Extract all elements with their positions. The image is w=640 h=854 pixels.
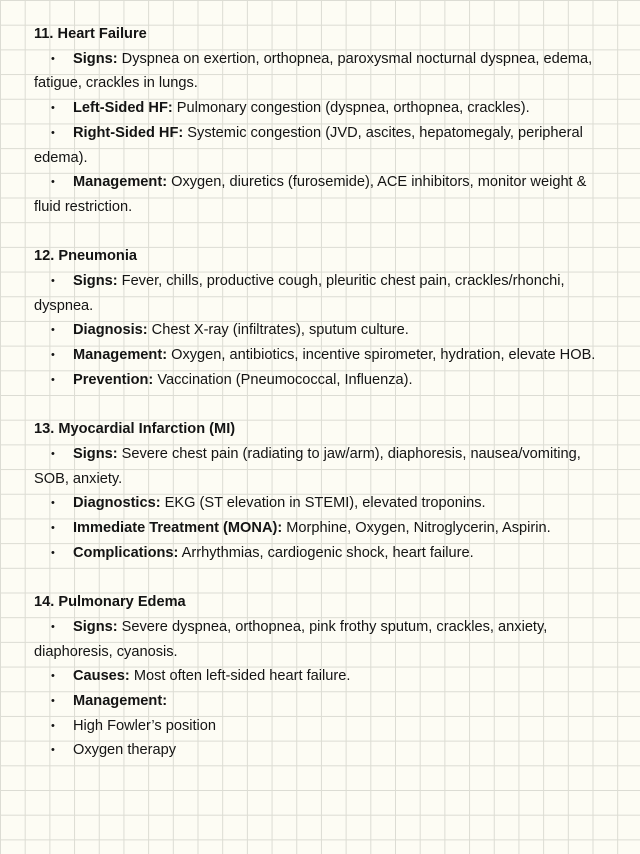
bullet-icon: • (51, 52, 55, 65)
bullet-list (34, 442, 612, 566)
item-label: Complications: (73, 544, 179, 561)
item-text: Severe chest pain (radiating to jaw/arm), diaphoresis, nausea/vomiting, SOB, anxiety. (34, 445, 581, 487)
section-title: 14. Pulmonary Edema (34, 594, 186, 611)
list-item (34, 318, 612, 343)
bullet-icon: • (51, 522, 55, 535)
list-item (34, 738, 612, 763)
bullet-icon: • (51, 546, 55, 559)
bullet-icon: • (51, 744, 55, 757)
list-item (34, 541, 612, 566)
item-text: Systemic congestion (JVD, ascites, hepatomegaly, peripheral edema). (34, 124, 583, 166)
list-item (34, 714, 612, 739)
item-label: Management: (73, 174, 168, 191)
item-label: Diagnosis: (73, 322, 148, 339)
list-item (34, 368, 612, 393)
bullet-icon: • (51, 324, 55, 337)
item-label: Causes: (73, 668, 130, 685)
item-label: Signs: (73, 50, 118, 67)
bullet-icon: • (51, 126, 55, 139)
item-label: Prevention: (73, 371, 154, 388)
item-text: High Fowler’s position (73, 717, 217, 734)
item-label: Signs: (73, 445, 118, 462)
item-label: Signs: (73, 273, 118, 290)
list-item (34, 689, 612, 714)
item-text: Vaccination (Pneumococcal, Influenza). (153, 371, 413, 388)
item-text: Severe dyspnea, orthopnea, pink frothy sputum, crackles, anxiety, diaphoresis, cyanosis. (34, 618, 548, 660)
list-item (34, 121, 612, 170)
list-item (34, 96, 612, 121)
item-text: Arrhythmias, cardiogenic shock, heart failure. (178, 544, 474, 561)
section-myocardial-infarction (34, 417, 612, 565)
item-text: Oxygen, diuretics (furosemide), ACE inhibitors, monitor weight & fluid restriction. (34, 174, 587, 215)
list-item (34, 442, 612, 491)
item-text: Pulmonary congestion (dyspnea, orthopnea, crackles). (172, 100, 530, 117)
bullet-icon: • (51, 373, 55, 386)
bullet-list (34, 615, 612, 763)
list-item (34, 491, 612, 516)
bullet-icon: • (51, 275, 55, 288)
item-text: Chest X-ray (infiltrates), sputum culture. (147, 322, 409, 339)
list-item (34, 47, 612, 96)
list-item (34, 269, 612, 318)
item-text: Oxygen therapy (73, 742, 177, 759)
section-pneumonia (34, 244, 612, 392)
section-pulmonary-edema (34, 590, 612, 763)
list-item (34, 170, 612, 219)
item-label: Management: (73, 692, 168, 709)
item-text: Dyspnea on exertion, orthopnea, paroxysmal nocturnal dyspnea, edema, fatigue, crackles in lungs. (34, 50, 593, 92)
bullet-list (34, 47, 612, 220)
bullet-icon: • (51, 102, 55, 115)
item-text: Oxygen, antibiotics, incentive spirometer, hydration, elevate HOB. (167, 347, 596, 364)
bullet-icon: • (51, 497, 55, 510)
item-text: Fever, chills, productive cough, pleuritic chest pain, crackles/rhonchi, dyspnea. (34, 273, 565, 314)
item-label: Immediate Treatment (MONA): (73, 520, 283, 537)
section-title: 11. Heart Failure (34, 26, 147, 42)
item-label: Diagnostics: (73, 495, 161, 512)
section-heart-failure (34, 22, 612, 220)
list-item (34, 516, 612, 541)
section-title: 13. Myocardial Infarction (MI) (34, 421, 236, 438)
bullet-list (34, 269, 612, 393)
item-label: Management: (73, 347, 168, 364)
bullet-icon: • (51, 620, 55, 633)
bullet-icon: • (51, 176, 55, 189)
bullet-icon: • (51, 349, 55, 362)
item-text: Morphine, Oxygen, Nitroglycerin, Aspirin. (282, 520, 551, 537)
bullet-icon: • (51, 719, 55, 732)
section-title: 12. Pneumonia (34, 248, 137, 265)
list-item (34, 615, 612, 664)
bullet-icon: • (51, 670, 55, 683)
list-item (34, 343, 612, 368)
bullet-icon: • (51, 694, 55, 707)
item-label: Right-Sided HF: (73, 124, 184, 141)
list-item (34, 664, 612, 689)
item-text: Most often left-sided heart failure. (129, 668, 351, 685)
bullet-icon: • (51, 447, 55, 460)
item-label: Signs: (73, 618, 118, 635)
item-label: Left-Sided HF: (73, 100, 173, 117)
item-text: EKG (ST elevation in STEMI), elevated troponins. (160, 495, 486, 512)
